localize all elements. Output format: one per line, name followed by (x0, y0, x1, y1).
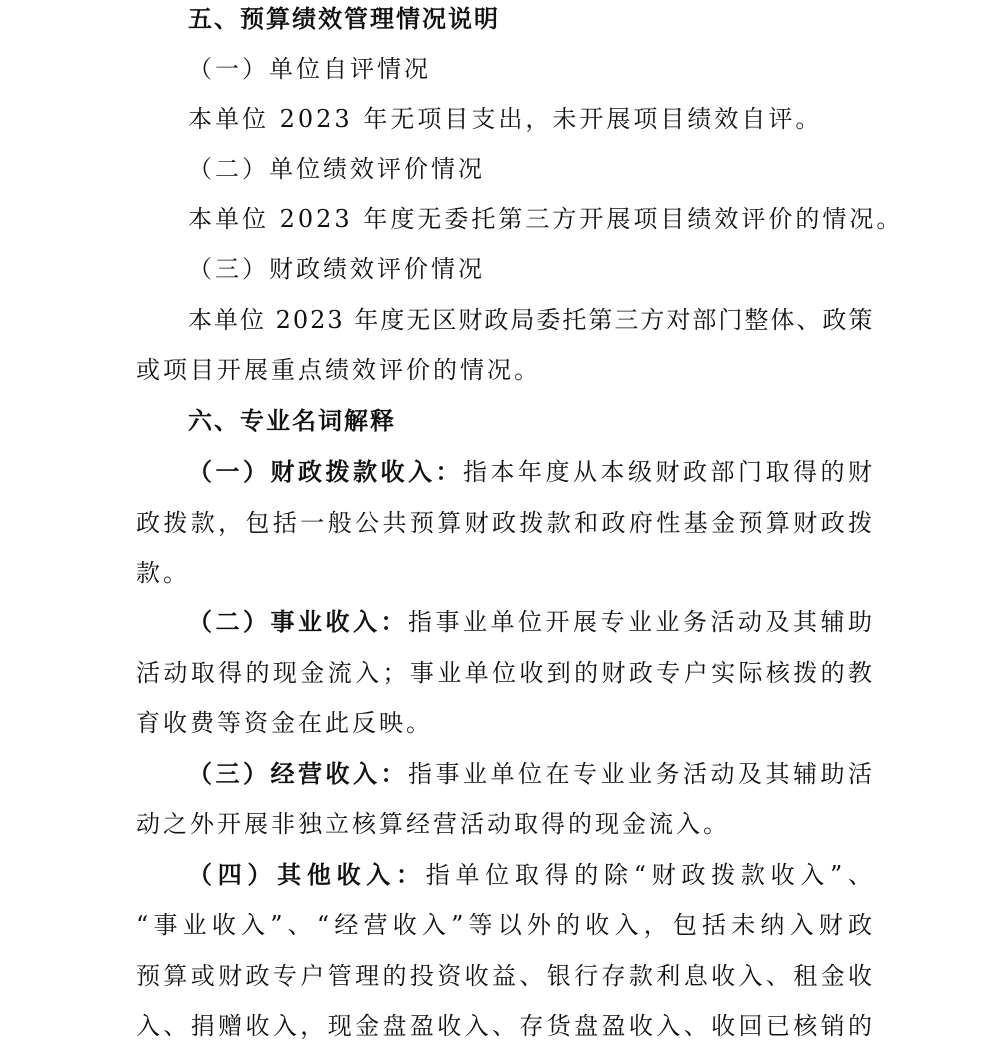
section-heading-terms: 六、专业名词解释 (188, 407, 396, 435)
term-other-income-line1 (0, 858, 874, 892)
term-fiscal-appropriation-line1 (0, 455, 874, 489)
subheading-financial-performance-evaluation: （三）财政绩效评价情况 (188, 255, 485, 283)
term-label-business-income: （二）事业收入： (188, 607, 408, 636)
subheading-unit-performance-evaluation: （二）单位绩效评价情况 (188, 155, 485, 183)
term-text: 指本年度从本级财政部门取得的财 (463, 458, 874, 486)
term-label-fiscal-appropriation: （一）财政拨款收入： (188, 457, 463, 486)
term-operating-income-line2: 动之外开展非独立核算经营活动取得的现金流入。 (136, 810, 730, 838)
term-other-income-line3: 预算或财政专户管理的投资收益、银行存款利息收入、租金收 (136, 962, 874, 990)
term-fiscal-appropriation-line3: 款。 (136, 559, 190, 587)
term-business-income-line1 (0, 605, 874, 639)
term-other-income-line4: 入、捐赠收入，现金盘盈收入、存货盘盈收入、收回已核销的 (136, 1012, 874, 1040)
term-business-income-line2: 活动取得的现金流入；事业单位收到的财政专户实际核拨的教 (136, 659, 874, 687)
term-fiscal-appropriation-line2: 政拨款，包括一般公共预算财政拨款和政府性基金预算财政拨 (136, 509, 874, 537)
paragraph-financial-performance-line1: 本单位 2023 年度无区财政局委托第三方对部门整体、政策 (188, 306, 875, 334)
term-business-income-line3: 育收费等资金在此反映。 (136, 709, 433, 737)
term-text: 指单位取得的除“财政拨款收入”、 (425, 861, 875, 889)
term-label-other-income: （四）其他收入： (188, 860, 426, 889)
paragraph-unit-self-evaluation: 本单位 2023 年无项目支出，未开展项目绩效自评。 (188, 105, 823, 133)
term-label-operating-income: （三）经营收入： (188, 759, 408, 788)
term-operating-income-line1 (0, 757, 874, 791)
term-text: 指事业单位开展专业业务活动及其辅助 (408, 608, 874, 636)
term-text: 指事业单位在专业业务活动及其辅助活 (408, 760, 874, 788)
section-heading-budget-performance: 五、预算绩效管理情况说明 (188, 5, 500, 33)
paragraph-unit-performance-evaluation: 本单位 2023 年度无委托第三方开展项目绩效评价的情况。 (188, 205, 904, 233)
term-other-income-line2: “事业收入”、“经营收入”等以外的收入，包括未纳入财政 (136, 911, 874, 939)
subheading-unit-self-evaluation: （一）单位自评情况 (188, 55, 431, 83)
paragraph-financial-performance-line2: 或项目开展重点绩效评价的情况。 (136, 356, 541, 384)
